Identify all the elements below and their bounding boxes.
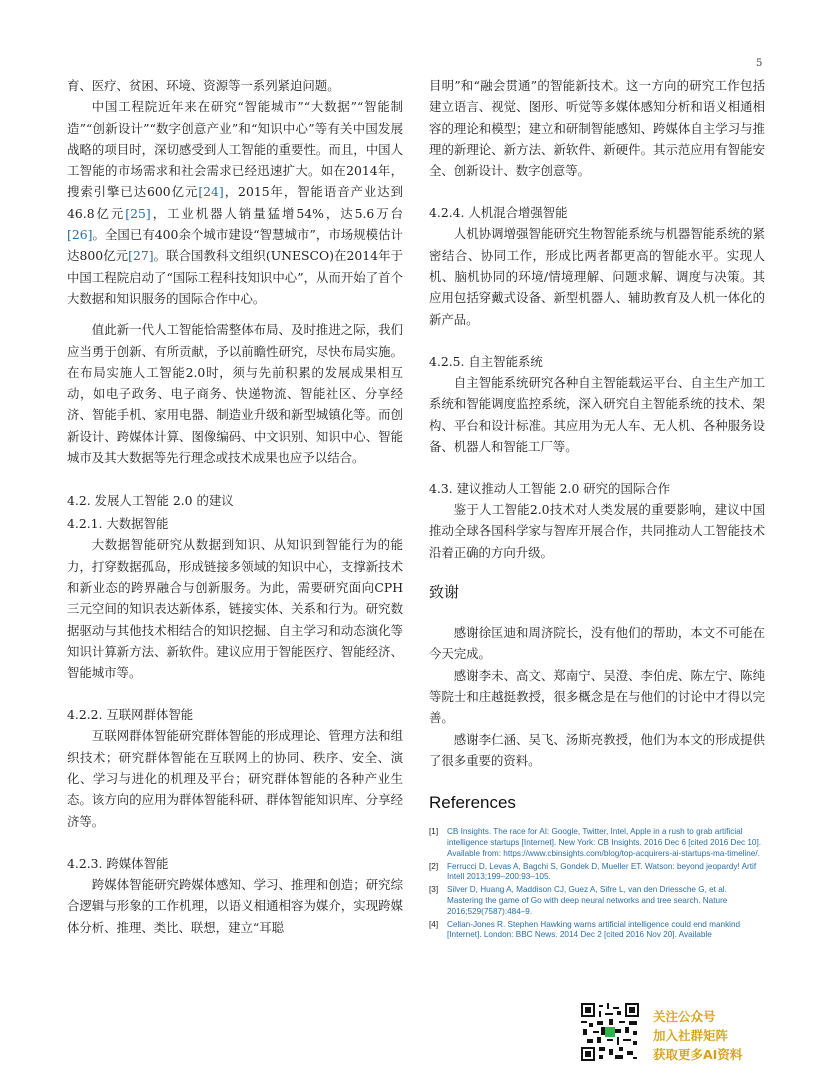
paragraph-cross-media-cont: 目明”和“融会贯通”的智能新技术。这一方向的研究工作包括建立语言、视觉、图形、听觉等多媒体感知分析和语义相通相容的理论和模型；建立和研制智能感知、跨媒体自主学习与推理的新理论、新方法、新软件、新硬件。其示范应用有智能安全、创新设计、数字创意等。 xyxy=(429,78,765,179)
promo-line-follow: 关注公众号 xyxy=(653,1009,716,1024)
paragraph-layout: 值此新一代人工智能恰需整体布局、及时推进之际，我们应当勇于创新、有所贡献，予以前瞻性研究，尽快布局实施。在布局实施人工智能2.0时，须与先前积累的发展成果相互动，如电子政务、电子商务、快递物流、智能社区、分享经济、智能手机、家用电器、制造业升级和新型城镇化等。而创新设计、跨媒体计算、图像编码、中文识别、知识中心、智能城市及其大数据等先行理念或技术成果也应予以结合。 xyxy=(67,322,403,466)
reference-item[interactable]: [4] Cellan-Jones R. Stephen Hawking warns artificial intelligence could end mankind [Internet]. London: BBC News. 2014 Dec 2 [cited 2016 Nov 20]. Available xyxy=(429,919,741,940)
paragraph-big-data: 大数据智能研究从数据到知识、从知识到智能行为的能力，打穿数据孤岛，形成链接多领域的知识中心，支撑新技术和新业态的跨界融合与创新服务。为此，需要研究面向CPH三元空间的知识表达新体系，链接实体、关系和行为。研究数据驱动与其他技术相结合的知识挖掘、自主学习和动态演化等知识计算新方法、新软件。建议应用于智能医疗、智能经济、智能城市等。 xyxy=(67,537,403,681)
reference-list xyxy=(429,827,765,941)
paragraph-autonomous: 自主智能系统研究各种自主智能载运平台、自主生产加工系统和智能调度监控系统，深入研究自主智能系统的技术、架构、平台和设计标准。其应用为无人车、无人机、各种服务设备、机器人和智能工厂等。 xyxy=(429,374,765,454)
page-number: 5 xyxy=(756,58,763,69)
references-heading: References xyxy=(429,793,516,813)
subsection-heading-4-2-1: 4.2.1. 大数据智能 xyxy=(67,516,169,532)
left-column xyxy=(67,75,403,938)
section-heading-4-3: 4.3. 建议推动人工智能 2.0 研究的国际合作 xyxy=(429,481,671,497)
citation-27[interactable]: [27] xyxy=(128,248,154,264)
paragraph-cross-media: 跨媒体智能研究跨媒体感知、学习、推理和创造；研究综合逻辑与形象的工作机理，以语义相通相容为媒介，实现跨媒体分析、推理、类比、联想，建立“耳聪 xyxy=(67,876,403,935)
subsection-heading-4-2-4: 4.2.4. 人机混合增强智能 xyxy=(429,205,568,221)
subsection-heading-4-2-3: 4.2.3. 跨媒体智能 xyxy=(67,855,169,871)
promo-banner xyxy=(581,1003,781,1065)
paragraph-international: 鉴于人工智能2.0技术对人类发展的重要影响，建议中国推动全球各国科学家与智库开展合作，共同推动人工智能技术沿着正确的方向升级。 xyxy=(429,502,765,560)
paragraph-intro-end: 育、医疗、贫困、环境、资源等一系列紧迫问题。 xyxy=(67,78,340,93)
subsection-heading-4-2-5: 4.2.5. 自主智能系统 xyxy=(429,353,543,369)
acknowledgement-1: 感谢徐匡迪和周济院长，没有他们的帮助，本文不可能在今天完成。 xyxy=(429,625,765,662)
acknowledgement-3: 感谢李仁涵、吴飞、汤斯亮教授，他们为本文的形成提供了很多重要的资料。 xyxy=(429,731,765,768)
citation-25[interactable]: [25] xyxy=(125,205,151,221)
paragraph-cae-research: 中国工程院近年来在研究“智能城市”“大数据”“智能制造”“创新设计”“数字创意产业”和“知识中心”等有关中国发展战略的项目时，深切感受到人工智能的重要性。而且，中国人工智能的市场需求和社会需求已经迅速扩大。如在2014年，搜索引擎已达600亿元[24]，2015年，智能语音产业达到46.8亿元[25]，工业机器人销量猛增54%，达5.6万台[26]。全国已有400余个城市建设“智慧城市”，市场规模估计达800亿元[27]。联合国教科文组织(UNESCO)在2014年于中国工程院启动了“国际工程科技知识中心”，从而开始了首个大数据和知识服务的国际合作中心。 xyxy=(67,99,404,306)
section-heading-4-2: 4.2. 发展人工智能 2.0 的建议 xyxy=(67,493,234,509)
promo-line-join: 加入社群矩阵 xyxy=(653,1028,729,1043)
paragraph-human-machine: 人机协调增强智能研究生物智能系统与机器智能系统的紧密结合、协同工作，形成比两者都更高的智能水平。实现人机、脑机协同的环境/情境理解、问题求解、调度与决策。其应用包括穿戴式设备、新型机器人、辅助教育及人机一体化的新产品。 xyxy=(429,226,765,327)
promo-line-resources: 获取更多AI资料 xyxy=(653,1047,743,1062)
reference-item[interactable]: [1] CB Insights. The race for AI: Google, Twitter, Intel, Apple in a rush to grab artificial intelligence startups [Internet]. New York: CB Insights. 2016 Dec 6 [cited 2016 Dec 10]. Available from: https://www.cbinsights.com/blog/top-acquirers-ai-startups-ma-timeline/. xyxy=(429,827,762,858)
citation-26[interactable]: [26] xyxy=(67,227,93,243)
citation-24[interactable]: [24] xyxy=(198,184,224,200)
acknowledgement-2: 感谢李未、高文、郑南宁、吴澄、李伯虎、陈左宁、陈纯等院士和庄越挺教授，很多概念是在与他们的讨论中才得以完善。 xyxy=(429,667,765,726)
right-column xyxy=(429,75,765,943)
reference-item[interactable]: [2] Ferrucci D, Levas A, Bagchi S, Gondek D, Mueller ET. Watson: beyond jeopardy! Artif Intell 2013;199–200:93–105. xyxy=(429,861,757,882)
subsection-heading-4-2-2: 4.2.2. 互联网群体智能 xyxy=(67,707,194,723)
acknowledgements-heading: 致谢 xyxy=(429,583,460,602)
reference-item[interactable]: [3] Silver D, Huang A, Maddison CJ, Guez A, Sifre L, van den Driessche G, et al. Mastering the game of Go with deep neural networks and tree search. Nature 2016;529(7587):484–9. xyxy=(429,885,728,916)
qr-code-icon[interactable] xyxy=(581,1003,639,1061)
paragraph-crowd-intelligence: 互联网群体智能研究群体智能的形成理论、管理方法和组织技术；研究群体智能在互联网上的协同、秩序、安全、演化、学习与进化的机理及平台；研究群体智能的各种产业生态。该方向的应用为群体智能科研、群体智能知识库、分享经济等。 xyxy=(67,728,403,829)
